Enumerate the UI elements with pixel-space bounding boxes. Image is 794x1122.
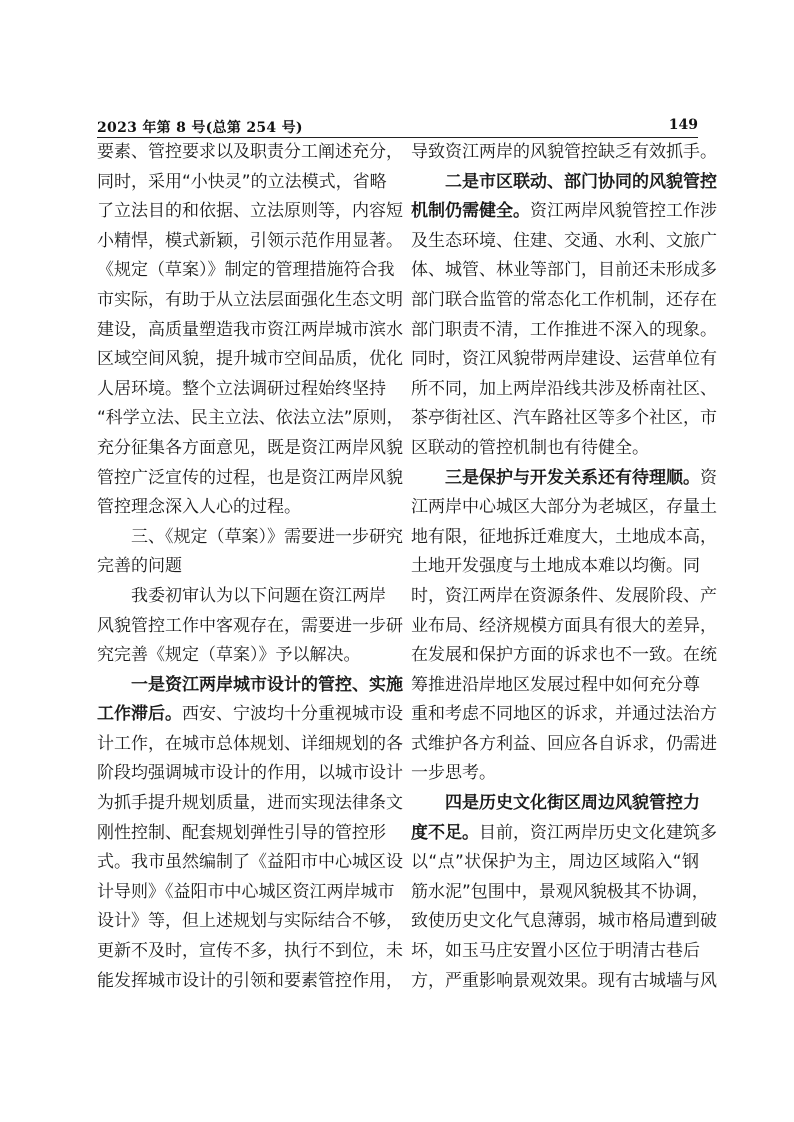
text-line: 式。我市虽然编制了《益阳市中心城区设 [97, 852, 403, 873]
page-number: 149 [668, 117, 698, 133]
left-column [97, 138, 404, 996]
paragraph-lead: 三是保护与开发关系还有待理顺。 [445, 467, 700, 488]
text-line: 方，严重影响景观效果。现有古城墙与风 [411, 970, 717, 991]
paragraph [411, 138, 717, 168]
text-line: 市实际，有助于从立法层面强化生态文明 [97, 289, 403, 310]
text-line: 《规定（草案）》制定的管理措施符合我 [97, 260, 395, 281]
text-line: 更新不及时，宣传不多，执行不到位，未 [97, 941, 403, 962]
paragraph-lead: 工作滞后。 [97, 704, 182, 725]
text-line: 计导则》《益阳市中心城区资江两岸城市 [97, 881, 395, 902]
paragraph [411, 464, 717, 790]
text-line [411, 819, 717, 849]
text-line: 部门职责不清，工作推进不深入的现象。 [411, 319, 717, 340]
text-line: 筋水泥”包围中，景观风貌极其不协调， [411, 881, 709, 902]
text-line: 导致资江两岸的风貌管控缺乏有效抓手。 [411, 142, 717, 162]
text-line: 能发挥城市设计的引领和要素管控作用， [97, 970, 403, 991]
text-line: 管控广泛宣传的过程，也是资江两岸风貌 [97, 467, 403, 488]
text-line: 为抓手提升规划质量，进而实现法律条文 [97, 793, 403, 814]
text-line: “科学立法、民主立法、依法立法”原则， [97, 408, 404, 429]
text-line: 致使历史文化气息薄弱，城市格局遭到破 [411, 911, 717, 932]
paragraph-lead: 一是资江两岸城市设计的管控、实施 [131, 674, 403, 695]
paragraph-lead: 二是市区联动、部门协同的风貌管控 [445, 171, 717, 192]
text-line: 在发展和保护方面的诉求也不一致。在统 [411, 645, 717, 666]
text-line: 体、城管、林业等部门，目前还未形成多 [411, 260, 717, 281]
text-line: 资江两岸风貌管控工作涉 [530, 201, 717, 222]
text-line [411, 197, 717, 227]
text-line: 一步思考。 [411, 763, 496, 784]
text-line: 同时，资江风貌带两岸建设、运营单位有 [411, 349, 717, 370]
text-line: 所不同，加上两岸沿线共涉及桥南社区、 [411, 378, 717, 399]
text-line: 时，资江两岸在资源条件、发展阶段、产 [411, 585, 717, 606]
text-line: 资 [700, 467, 717, 488]
paragraph-lead: 度不足。 [411, 822, 479, 843]
right-column [411, 138, 717, 996]
text-line: 西安、宁波均十分重视城市设 [182, 704, 403, 725]
paragraph [97, 582, 403, 671]
text-line: 业布局、经济规模方面具有很大的差异， [411, 615, 717, 636]
text-line [411, 464, 717, 494]
text-line: 充分征集各方面意见，既是资江两岸风貌 [97, 437, 403, 458]
text-line: 江两岸中心城区大部分为老城区，存量土 [411, 497, 717, 518]
text-line: 建设，高质量塑造我市资江两岸城市滨水 [97, 319, 403, 340]
paragraph [97, 671, 403, 997]
text-line: 我委初审认为以下问题在资江两岸 [131, 585, 386, 606]
text-line: 管控理念深入人心的过程。 [97, 497, 301, 518]
text-line: 坏，如玉马庄安置小区位于明清古巷后 [411, 941, 700, 962]
text-line: 设计》等，但上述规划与实际结合不够， [97, 911, 403, 932]
text-line: 及生态环境、住建、交通、水利、文旅广 [411, 230, 717, 251]
text-line: 茶亭街社区、汽车路社区等多个社区，市 [411, 408, 717, 429]
text-line [97, 700, 403, 730]
text-line: 阶段均强调城市设计的作用，以城市设计 [97, 763, 403, 784]
text-line: 刚性控制、配套规划弹性引导的管控形 [97, 822, 386, 843]
text-line: 部门联合监管的常态化工作机制，还存在 [411, 289, 717, 310]
paragraph [411, 168, 717, 464]
text-line: 地有限，征地拆迁难度大，土地成本高， [411, 526, 717, 547]
text-line: 三、《规定（草案）》需要进一步研究 [131, 526, 403, 547]
text-line: 究完善《规定（草案）》予以解决。 [97, 645, 361, 666]
text-line: 以“点”状保护为主，周边区域陷入“钢 [411, 852, 699, 873]
text-line: 人居环境。整个立法调研过程始终坚持 [97, 378, 386, 399]
page-header [97, 114, 698, 136]
paragraph [411, 789, 717, 996]
text-line: 要素、管控要求以及职责分工阐述充分， [97, 142, 403, 162]
text-line: 同时，采用“小快灵”的立法模式，省略 [97, 171, 387, 192]
text-line: 区联动的管控机制也有待健全。 [411, 437, 649, 458]
paragraph-lead: 四是历史文化街区周边风貌管控力 [445, 793, 700, 814]
text-line: 重和考虑不同地区的诉求，并通过法治方 [411, 704, 717, 725]
text-line: 计工作，在城市总体规划、详细规划的各 [97, 733, 403, 754]
text-line: 小精悍，模式新颖，引领示范作用显著。 [97, 230, 403, 251]
text-line: 完善的问题 [97, 556, 182, 577]
text-line: 风貌管控工作中客观存在，需要进一步研 [97, 615, 403, 636]
issue-number: 2023 年第 8 号(总第 254 号) [97, 120, 303, 136]
paragraph [97, 138, 404, 523]
section-heading [97, 523, 403, 582]
text-line: 筹推进沿岸地区发展过程中如何充分尊 [411, 674, 700, 695]
text-line: 土地开发强度与土地成本难以均衡。同 [411, 556, 700, 577]
text-line: 区域空间风貌，提升城市空间品质，优化 [97, 349, 403, 370]
paragraph-lead: 机制仍需健全。 [411, 201, 530, 222]
text-line: 式维护各方利益、回应各自诉求，仍需进 [411, 733, 717, 754]
text-line: 了立法目的和依据、立法原则等，内容短 [97, 201, 403, 222]
text-line: 目前，资江两岸历史文化建筑多 [479, 822, 717, 843]
